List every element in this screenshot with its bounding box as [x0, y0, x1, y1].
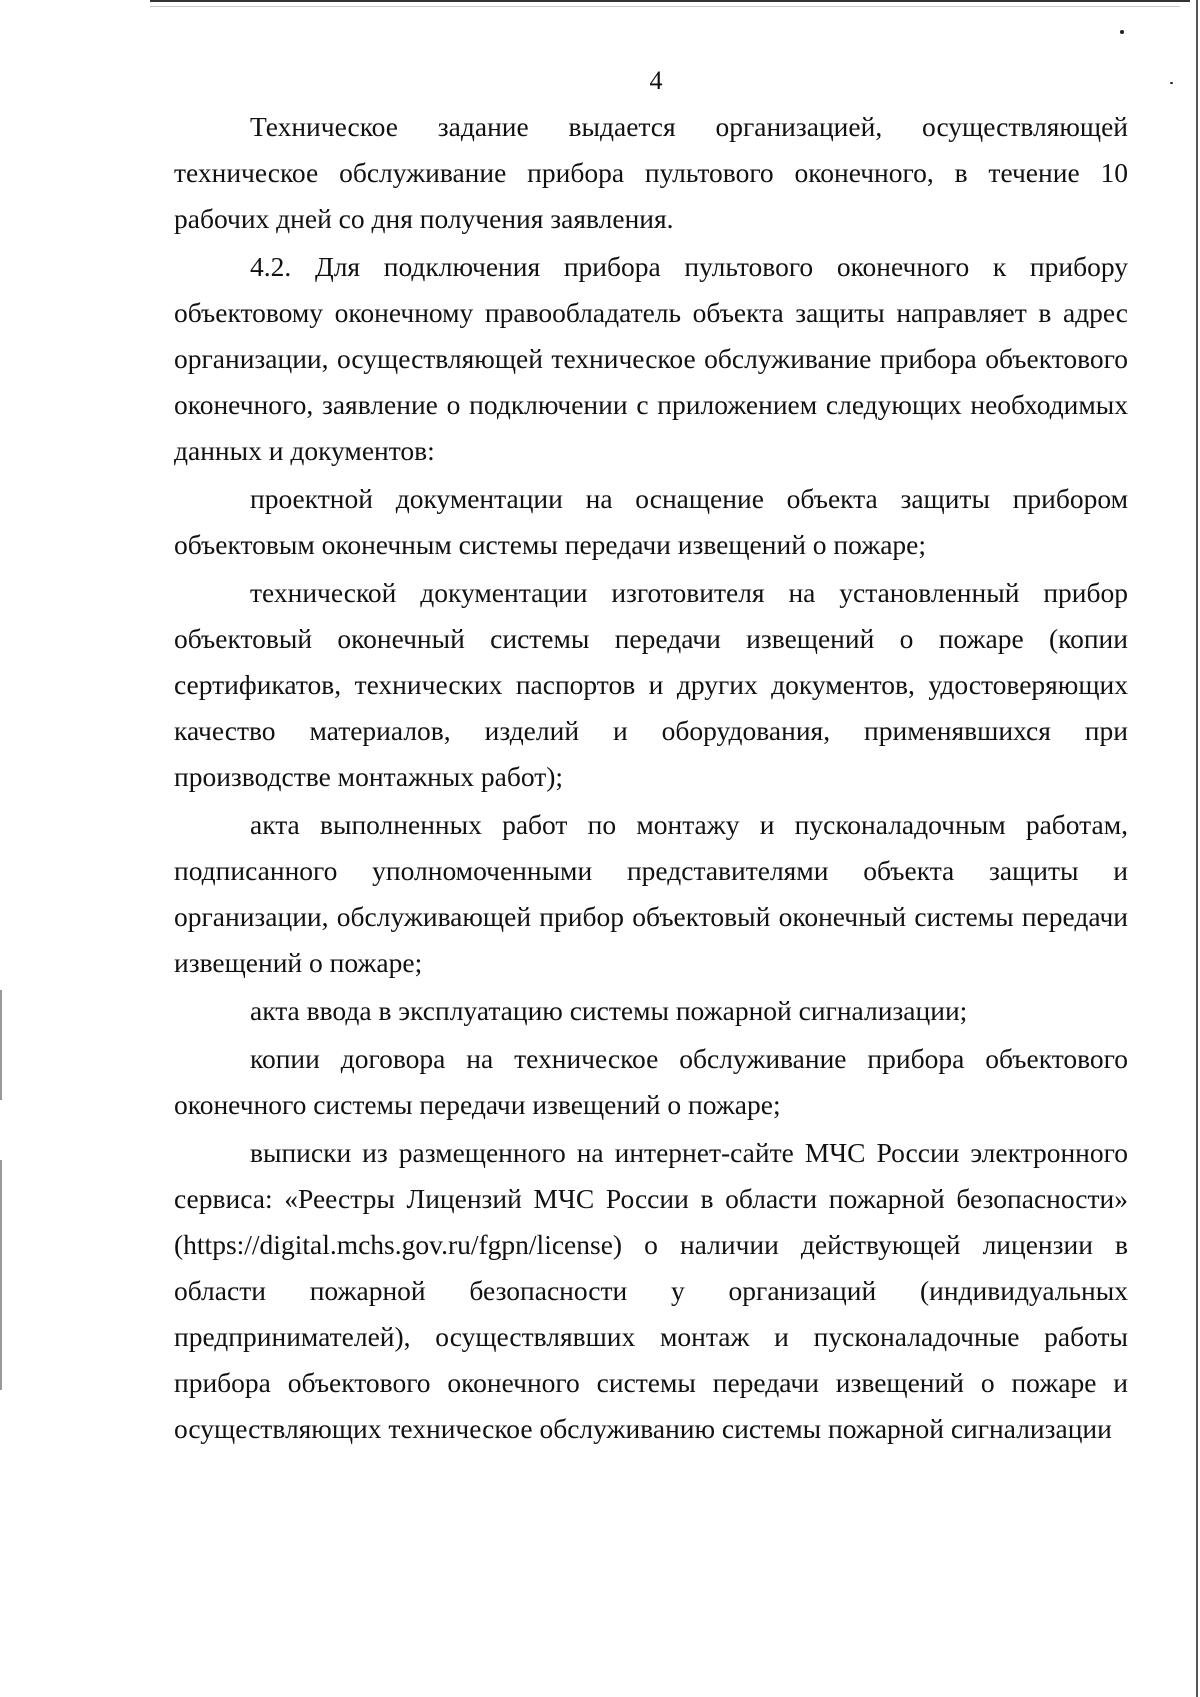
scan-edge-line	[150, 6, 1180, 7]
paragraph: проектной документации на оснащение объекта защиты прибором объектовым оконечным системы передачи извещений о пожаре;	[174, 483, 1128, 560]
scan-edge-top	[150, 0, 1190, 2]
paragraph: акта ввода в эксплуатацию системы пожарной сигнализации;	[250, 995, 968, 1026]
scan-edge-left	[0, 990, 2, 1100]
paragraph: выписки из размещенного на интернет-сайте МЧС России электронного сервиса: «Реестры Лицензий МЧС России в области пожарной безопасности» (https://digital.mchs.gov.ru/fgpn/license) о наличии действующей лицензии в области пожарной безопасности у организаций (индивидуальных предпринимателей), осуществлявших монтаж и пусконаладочные работы прибора объектового оконечного системы передачи извещений о пожаре и осуществляющих техническое обслуживанию системы пожарной сигнализации	[174, 1137, 1128, 1444]
scan-speck	[1120, 30, 1124, 34]
paragraph: копии договора на техническое обслуживание прибора объектового оконечного системы передачи извещений о пожаре;	[174, 1043, 1128, 1120]
page-number: 4	[649, 66, 663, 95]
paragraph: Техническое задание выдается организацией, осуществляющей техническое обслуживание прибора пультового оконечного, в течение 10 рабочих дней со дня получения заявления.	[174, 111, 1128, 234]
paragraph: технической документации изготовителя на установленный прибор объектовый оконечный системы передачи извещений о пожаре (копии сертификатов, технических паспортов и других документов, удостоверяющих качество материалов, изделий и оборудования, применявшихся при производстве монтажных работ);	[174, 577, 1128, 792]
scan-edge-right	[1196, 0, 1198, 1697]
paragraph: акта выполненных работ по монтажу и пусконаладочным работам, подписанного уполномоченными представителями объекта защиты и организации, обслуживающей прибор объектовый оконечный системы передачи извещений о пожаре;	[174, 809, 1128, 978]
document-body	[174, 104, 1128, 1454]
paragraph: 4.2. Для подключения прибора пультового оконечного к прибору объектовому оконечному правообладатель объекта защиты направляет в адрес организации, осуществляющей техническое обслуживание прибора объектового оконечного, заявление о подключении с приложением следующих необходимых данных и документов:	[174, 251, 1128, 466]
scan-edge-left	[0, 1160, 2, 1390]
